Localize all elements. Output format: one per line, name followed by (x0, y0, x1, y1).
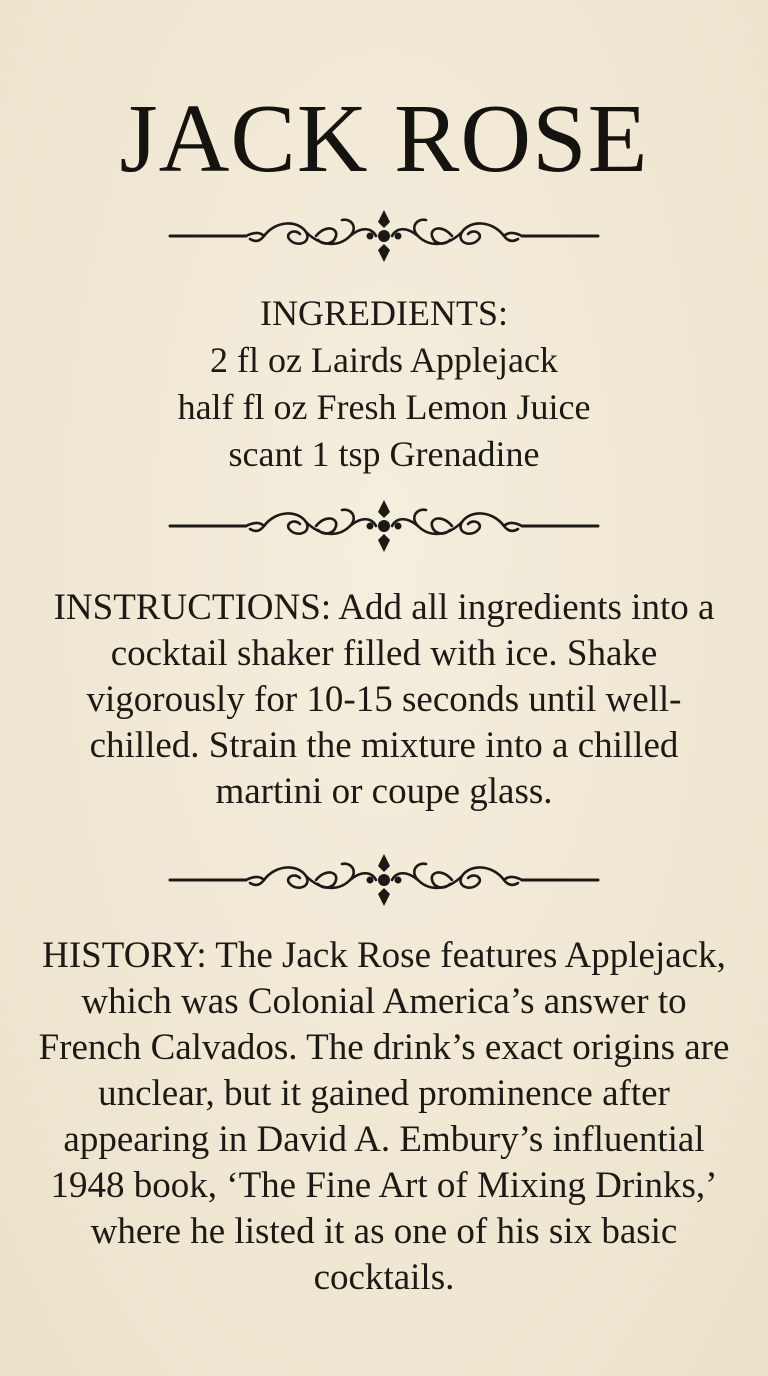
recipe-title: JACK ROSE (119, 85, 649, 193)
scroll-ornament-icon (166, 206, 602, 266)
history-text: HISTORY: The Jack Rose features Applejack, which was Colonial America’s answer to French Calvados. The drink’s exact origins are unclear, but it gained prominence after appearing in David A. Embury’s influential 1948 book, ‘The Fine Art of Mixing Drinks,’ where he listed it as one of his six basic cocktails. (38, 935, 730, 1298)
ingredient-item: scant 1 tsp Grenadine (228, 434, 540, 474)
ornamental-divider-icon (166, 496, 602, 556)
ornamental-divider-icon (166, 206, 602, 266)
ingredients-heading: INGREDIENTS: (260, 293, 508, 333)
ornamental-divider-icon (166, 850, 602, 910)
ingredients-section (40, 290, 728, 478)
scroll-ornament-icon (166, 496, 602, 556)
scroll-ornament-icon (166, 850, 602, 910)
instructions-text: INSTRUCTIONS: Add all ingredients into a cocktail shaker filled with ice. Shake vigorously for 10-15 seconds until well-chilled. Strain the mixture into a chilled martini or coupe glass. (53, 587, 715, 812)
ingredient-item: 2 fl oz Lairds Applejack (210, 340, 558, 380)
ingredient-item: half fl oz Fresh Lemon Juice (177, 387, 591, 427)
